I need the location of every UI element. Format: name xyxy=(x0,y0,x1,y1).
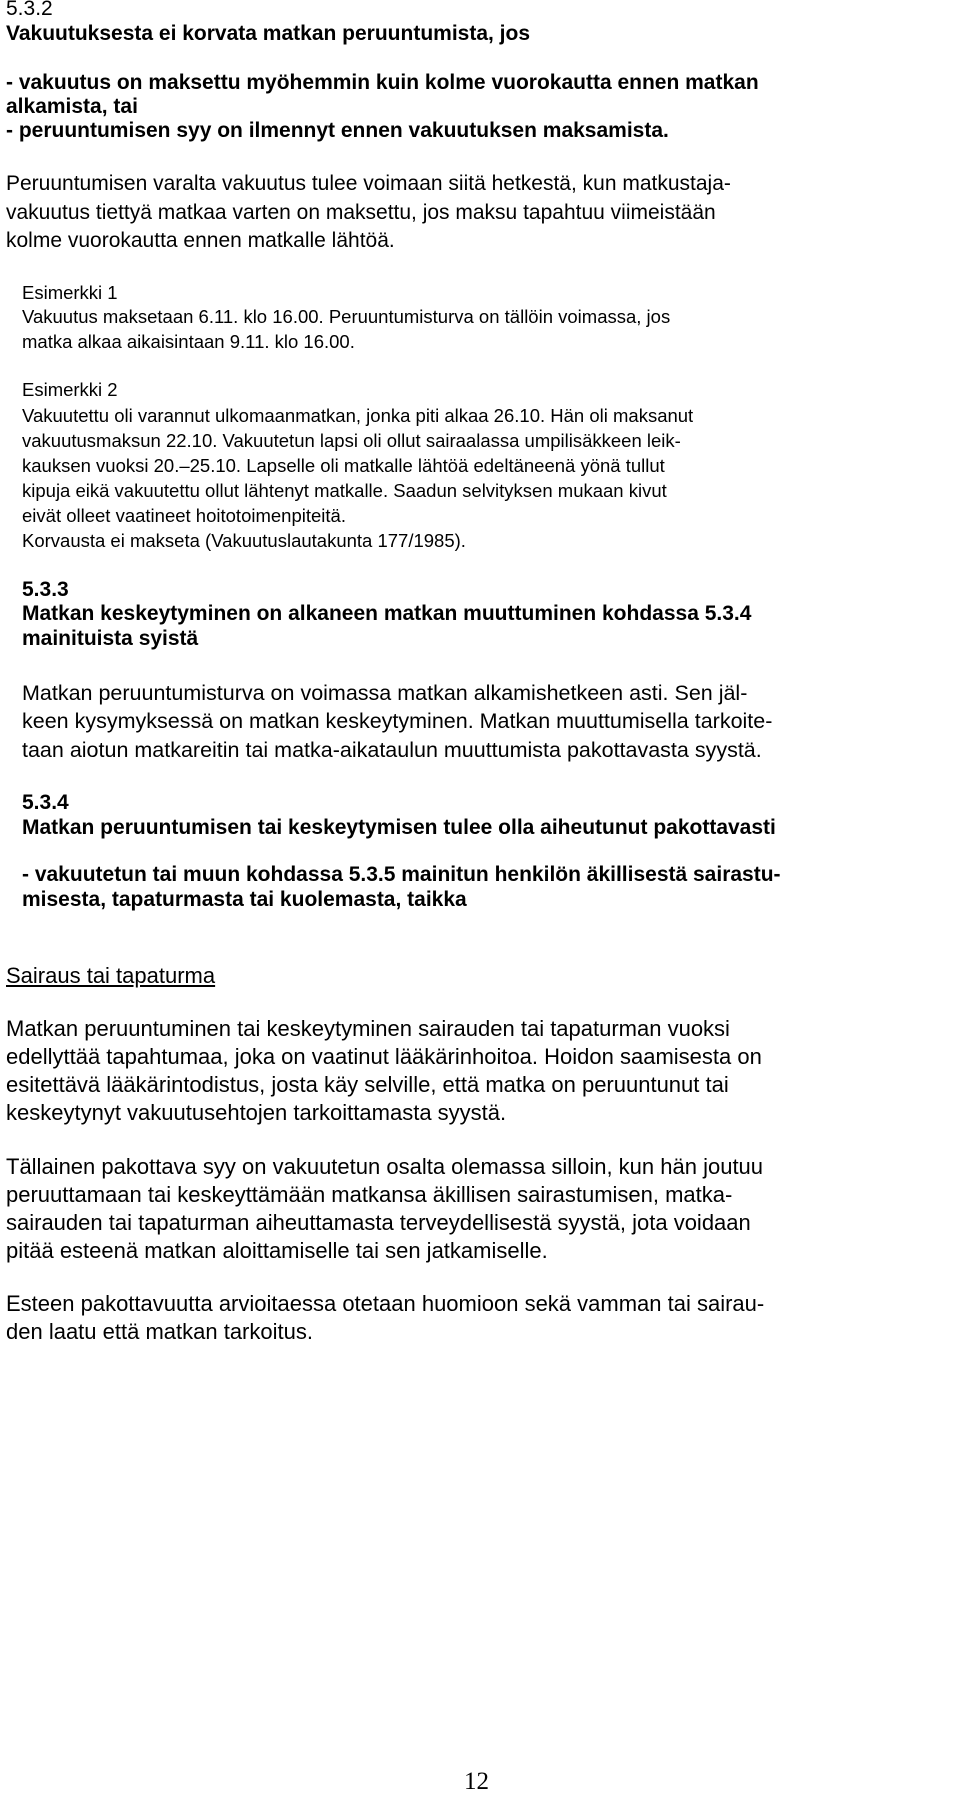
section-number: 5.3.3 xyxy=(22,578,69,601)
section-number: 5.3.2 xyxy=(6,0,53,20)
paragraph-line: vakuutus tiettyä matkaa varten on maksettu, jos maksu tapahtuu viimeistään xyxy=(6,201,716,224)
paragraph-line: edellyttää tapahtumaa, joka on vaatinut lääkärinhoitoa. Hoidon saamisesta on xyxy=(6,1044,762,1069)
section-title: Matkan peruuntumisen tai keskeytymisen tulee olla aiheutunut pakottavasti xyxy=(22,816,776,839)
example-line: Vakuutus maksetaan 6.11. klo 16.00. Peruuntumisturva on tällöin voimassa, jos xyxy=(22,306,671,327)
paragraph-line: Esteen pakottavuutta arvioitaessa otetaan huomioon sekä vamman tai sairau- xyxy=(6,1291,765,1316)
paragraph-line: peruuttamaan tai keskeyttämään matkansa äkillisen sairastumisen, matka- xyxy=(6,1182,733,1207)
example-line: matka alkaa aikaisintaan 9.11. klo 16.00. xyxy=(22,331,355,352)
paragraph-line: esitettävä lääkärintodistus, josta käy selville, että matka on peruuntunut tai xyxy=(6,1072,729,1097)
subsection-line: - vakuutetun tai muun kohdassa 5.3.5 mainitun henkilön äkillisestä sairastu- xyxy=(22,863,781,886)
example-line: Korvausta ei makseta (Vakuutuslautakunta 177/1985). xyxy=(22,530,466,551)
paragraph-line: pitää esteenä matkan aloittamiselle tai sen jatkamiselle. xyxy=(6,1238,548,1263)
condition-line: - vakuutus on maksettu myöhemmin kuin kolme vuorokautta ennen matkan xyxy=(6,71,759,94)
paragraph-line: keen kysymyksessä on matkan keskeytyminen. Matkan muuttumisella tarkoite- xyxy=(22,709,773,733)
subheading: Sairaus tai tapaturma xyxy=(6,963,216,988)
condition-line: - peruuntumisen syy on ilmennyt ennen vakuutuksen maksamista. xyxy=(6,119,669,142)
example-line: vakuutusmaksun 22.10. Vakuutetun lapsi oli ollut sairaalassa umpilisäkkeen leik- xyxy=(22,430,681,451)
paragraph-line: sairauden tai tapaturman aiheuttamasta terveydellisestä syystä, jota voidaan xyxy=(6,1210,751,1235)
page-number: 12 xyxy=(464,1768,489,1795)
condition-line: alkamista, tai xyxy=(6,95,138,118)
example-line: Vakuutettu oli varannut ulkomaanmatkan, jonka piti alkaa 26.10. Hän oli maksanut xyxy=(22,405,694,426)
paragraph-line: Peruuntumisen varalta vakuutus tulee voimaan siitä hetkestä, kun matkustaja- xyxy=(6,172,731,195)
subsection-line: misesta, tapaturmasta tai kuolemasta, taikka xyxy=(22,888,467,911)
paragraph-line: Tällainen pakottava syy on vakuutetun osalta olemassa silloin, kun hän joutuu xyxy=(6,1154,764,1179)
paragraph-line: Matkan peruuntuminen tai keskeytyminen sairauden tai tapaturman vuoksi xyxy=(6,1016,730,1041)
section-title: Matkan keskeytyminen on alkaneen matkan muuttuminen kohdassa 5.3.4 xyxy=(22,602,752,625)
example-line: kauksen vuoksi 20.–25.10. Lapselle oli matkalle lähtöä edeltäneenä yönä tullut xyxy=(22,455,665,476)
example-line: eivät olleet vaatineet hoitotoimenpiteitä. xyxy=(22,505,346,526)
section-title: Vakuutuksesta ei korvata matkan peruuntumista, jos xyxy=(6,22,531,45)
section-number: 5.3.4 xyxy=(22,791,69,814)
paragraph-line: Matkan peruuntumisturva on voimassa matkan alkamishetkeen asti. Sen jäl- xyxy=(22,681,748,705)
paragraph-line: keskeytynyt vakuutusehtojen tarkoittamasta syystä. xyxy=(6,1100,507,1125)
section-title: mainituista syistä xyxy=(22,627,199,650)
paragraph-line: taan aiotun matkareitin tai matka-aikataulun muuttumista pakottavasta syystä. xyxy=(22,738,762,762)
example-heading: Esimerkki 2 xyxy=(22,379,118,400)
paragraph-line: den laatu että matkan tarkoitus. xyxy=(6,1319,313,1344)
paragraph-line: kolme vuorokautta ennen matkalle lähtöä. xyxy=(6,229,395,252)
example-line: kipuja eikä vakuutettu ollut lähtenyt matkalle. Saadun selvityksen mukaan kivut xyxy=(22,480,667,501)
example-heading: Esimerkki 1 xyxy=(22,282,118,303)
